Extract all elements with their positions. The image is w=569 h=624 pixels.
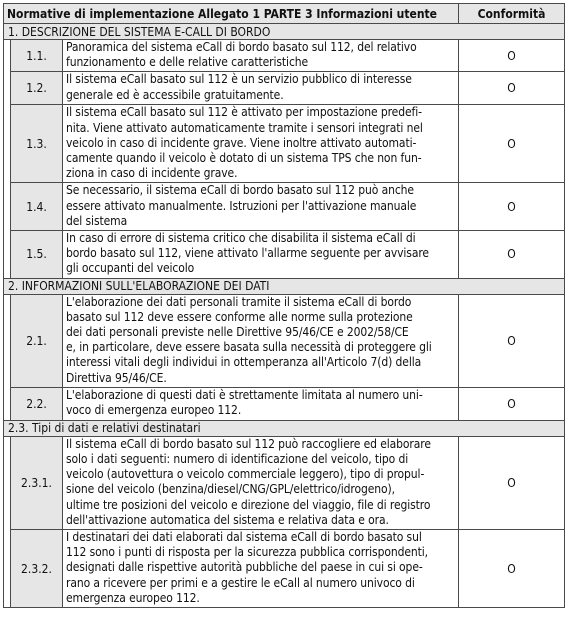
header-conformity: Conformità	[459, 4, 565, 24]
row-description	[63, 387, 459, 420]
row-description	[63, 530, 459, 608]
row-indent	[4, 294, 11, 387]
row-description	[63, 294, 459, 387]
conformity-table	[3, 3, 565, 608]
section-title: 1. DESCRIZIONE DEL SISTEMA E-CALL DI BORDO	[4, 24, 565, 40]
description-line: interessi vitali degli individui in ottemperanza all'Articolo 7(d) della	[66, 355, 422, 370]
description-line: Il sistema eCall basato sul 112 è attivato per impostazione predefi-	[66, 105, 422, 120]
conformity-document	[3, 3, 564, 608]
description-line: del sistema	[66, 213, 128, 228]
description-line: camente quando il veicolo è dotato di un sistema TPS che non fun-	[66, 151, 422, 166]
row-number: 1.1.	[11, 40, 63, 72]
row-number: 1.4.	[11, 183, 63, 231]
row-indent	[4, 40, 11, 72]
table-row	[4, 387, 565, 420]
description-line: L'elaborazione dei dati personali tramite il sistema eCall di bordo	[66, 294, 412, 309]
description-line: In caso di errore di sistema critico che disabilita il sistema eCall di	[66, 231, 416, 246]
description-line: dell'attivazione automatica del sistema e relativa data e ora.	[66, 512, 389, 527]
description-line: emergenza europeo 112.	[66, 590, 200, 605]
row-number: 1.2.	[11, 72, 63, 105]
description-line: rano a ricevere per primi e a gestire le eCall al numero univoco di	[66, 575, 415, 590]
row-indent	[4, 530, 11, 608]
conformity-mark: O	[459, 436, 565, 529]
description-line: Il sistema eCall di bordo basato sul 112 può raccogliere ed elaborare	[66, 436, 431, 451]
row-indent	[4, 231, 11, 279]
description-line: essere attivato manualmente. Istruzioni per l'attivazione manuale	[66, 198, 417, 213]
row-number: 2.2.	[11, 387, 63, 420]
row-indent	[4, 72, 11, 105]
row-description	[63, 436, 459, 529]
description-line: L'elaborazione di questi dati è strettamente limitata al numero uni-	[66, 387, 423, 402]
table-row	[4, 72, 565, 105]
row-indent	[4, 436, 11, 529]
description-line: basato sul 112 deve essere conforme alle norme sulla protezione	[66, 309, 413, 324]
row-description	[63, 105, 459, 183]
section-title: 2. INFORMAZIONI SULL'ELABORAZIONE DEI DATI	[4, 278, 565, 294]
description-line: ziona in caso di incidente grave.	[66, 166, 238, 181]
description-line: Direttiva 95/46/CE.	[66, 370, 167, 385]
description-line: voco di emergenza europeo 112.	[66, 403, 242, 418]
description-line: 112 sono i punti di risposta per la sicurezza pubblica corrispondenti,	[66, 545, 428, 560]
description-line: sione del veicolo (benzina/diesel/CNG/GPL/elettrico/idrogeno),	[66, 482, 395, 497]
conformity-mark: O	[459, 294, 565, 387]
description-line: designati dalle rispettive autorità pubbliche del paese in cui si ope-	[66, 560, 423, 575]
row-number: 2.3.2.	[11, 530, 63, 608]
table-row	[4, 436, 565, 529]
description-line: gli occupanti del veicolo	[66, 261, 195, 276]
row-number: 1.5.	[11, 231, 63, 279]
table-row	[4, 530, 565, 608]
row-number: 2.1.	[11, 294, 63, 387]
conformity-mark: O	[459, 387, 565, 420]
row-indent	[4, 183, 11, 231]
table-row	[4, 294, 565, 387]
header-title: Normative di implementazione Allegato 1 PARTE 3 Informazioni utente	[4, 4, 459, 24]
conformity-mark: O	[459, 231, 565, 279]
conformity-mark: O	[459, 72, 565, 105]
section-row	[4, 278, 565, 294]
description-line: bordo basato sul 112, viene attivato l'allarme seguente per avvisare	[66, 246, 429, 261]
row-description	[63, 40, 459, 72]
description-line: veicolo in caso di incidente grave. Viene inoltre attivato automati-	[66, 135, 417, 150]
row-number: 1.3.	[11, 105, 63, 183]
row-indent	[4, 387, 11, 420]
conformity-mark: O	[459, 183, 565, 231]
row-description	[63, 183, 459, 231]
conformity-mark: O	[459, 530, 565, 608]
table-header-row	[4, 4, 565, 24]
description-line: ultime tre posizioni del veicolo e direzione del viaggio, file di registro	[66, 497, 431, 512]
row-number: 2.3.1.	[11, 436, 63, 529]
row-description	[63, 72, 459, 105]
table-body	[4, 24, 565, 608]
description-line: Panoramica del sistema eCall di bordo basato sul 112, del relativo	[66, 40, 417, 54]
section-row	[4, 24, 565, 40]
row-indent	[4, 105, 11, 183]
table-row	[4, 40, 565, 72]
description-line: I destinatari dei dati elaborati dal sistema eCall di bordo basato sul	[66, 530, 422, 545]
table-row	[4, 183, 565, 231]
table-row	[4, 105, 565, 183]
description-line: funzionamento e delle relative caratteristiche	[66, 55, 309, 70]
description-line: Il sistema eCall basato sul 112 è un servizio pubblico di interesse	[66, 72, 412, 87]
section-row	[4, 420, 565, 436]
table-row	[4, 231, 565, 279]
description-line: solo i dati seguenti: numero di identificazione del veicolo, tipo di	[66, 452, 409, 467]
conformity-mark: O	[459, 40, 565, 72]
conformity-mark: O	[459, 105, 565, 183]
description-line: nita. Viene attivato automaticamente tramite i sensori integrati nel	[66, 120, 423, 135]
description-line: generale ed è accessibile gratuitamente.	[66, 87, 284, 102]
row-description	[63, 231, 459, 279]
description-line: Se necessario, il sistema eCall di bordo basato sul 112 può anche	[66, 183, 414, 198]
description-line: e, in particolare, deve essere basata sulla necessità di proteggere gli	[66, 340, 432, 355]
section-title: 2.3. Tipi di dati e relativi destinatari	[4, 420, 565, 436]
description-line: dei dati personali previste nelle Direttive 95/46/CE e 2002/58/CE	[66, 325, 409, 340]
description-line: veicolo (autovettura o veicolo commerciale leggero), tipo di propul-	[66, 467, 425, 482]
